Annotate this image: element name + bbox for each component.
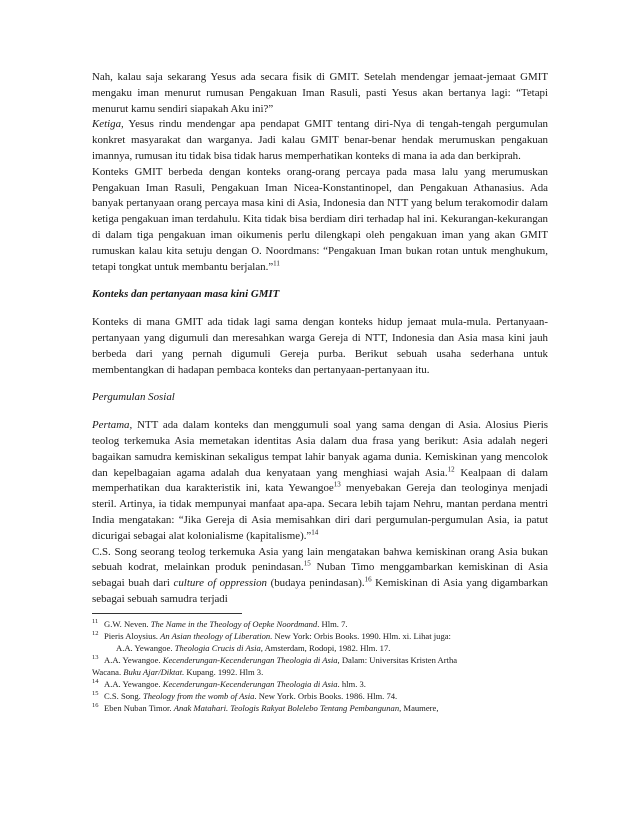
footnote-text: , Amsterdam, Rodopi, 1982. Hlm. 17. xyxy=(260,642,391,653)
paragraph-6-text-a: C.S. Song seorang teolog terkemuka Asia yang lain mengatakan bahwa kemiskinan orang Asia bukan sebuah kodrat, melainkan produk penindasan. xyxy=(92,545,548,574)
footnote-text: , Dalam: Universitas Kristen Artha xyxy=(337,654,458,665)
paragraph-6-italic: culture of oppression xyxy=(173,577,267,590)
footnote-ref-12[interactable]: 12 xyxy=(447,464,455,473)
footnote-15 xyxy=(92,690,548,702)
paragraph-1 xyxy=(92,70,548,117)
footnote-text: C.S. Song. xyxy=(104,690,143,701)
footnote-title: Theologia Crucis di Asia xyxy=(174,642,261,653)
footnote-13 xyxy=(92,654,548,666)
paragraph-5-lead: Pertama, xyxy=(92,419,133,432)
paragraph-2-lead: Ketiga, xyxy=(92,118,124,131)
footnote-title: Kecenderungan-Kecenderungan Theologia di Asia xyxy=(162,678,338,689)
paragraph-5-text-a: NTT ada dalam konteks dan menggumuli soal yang sama dengan di Asia. Alosius Pieris teolog terkemuka Asia memetakan identitas Asia dalam dua frasa yang berikut: Asia adalah negeri bagaikan samudra kemiskinan sekaligus tempat lahir banyak agama dunia. Kemiskinan yang mencolok dan kepelbagaian agama adalah dua kenyataan yang menghiasi wajah Asia. xyxy=(92,419,548,479)
paragraph-3-text: Konteks GMIT berbeda dengan konteks orang-orang percaya pada masa lalu yang merumuskan Pengakuan Iman Rasuli, Pengakuan Iman Nicea-Konstantinopel, dan Pengakuan Athanasius. Ada banyak pertanyaan orang percaya masa kini di Asia, Indonesia dan NTT yang belum terakomodir dalam ketiga pengakuan iman terdahulu. Kita tidak bisa berdiam diri terhadap hal ini. Kekurangan-kekurangan di dalam tiga pengakuan iman oikumenis perlu dilengkapi oleh pengakuan iman yang akan GMIT rumuskan kalau kita setuju dengan O. Noordmans: “Pengakuan Iman bukan rotan untuk menghukum, tetapi tongkat untuk membantu berjalan.” xyxy=(92,165,548,273)
paragraph-5-text-b: Kealpaan di dalam memperhatikan dua karakteristik ini, kata Yewangoe xyxy=(92,466,548,495)
paragraph-6-text-d: Kemiskinan di Asia yang digambarkan sebagai sebuah samudra terjadi xyxy=(92,577,548,605)
paragraph-4 xyxy=(92,315,548,378)
paragraph-6 xyxy=(92,545,548,608)
footnote-continuation xyxy=(104,642,548,654)
footnote-text: , Maumere, xyxy=(399,702,439,713)
footnote-text: A.A. Yewangoe. xyxy=(104,654,163,665)
page-body xyxy=(92,70,548,714)
footnote-title: Anak Matahari. Teologis Rakyat Bolelebo Tentang Pembangunan xyxy=(173,702,400,713)
paragraph-4-text: Konteks di mana GMIT ada tidak lagi sama dengan konteks hidup jemaat mula-mula. Pertanyaan-pertanyaan yang digumuli dan meresahkan warga Gereja di NTT, Indonesia dan Asia masa kini jauh berbeda dari yang pernah digumuli Gereja purba. Berikut sebuah usaha sederhana untuk membentangkan di hadapan pembaca konteks dan pertanyaan-pertanyaan itu. xyxy=(92,316,548,376)
footnote-title: An Asian theology of Liberation. xyxy=(160,630,273,641)
paragraph-5-text-c: menyebakan Gereja dan teologinya menjadi steril. Artinya, ia tidak mempunyai manfaat apa-apa. Secara lebih tajam Nehru, mantan perdana mentri India mengatakan: “Jika Gereja di Asia memisahkan diri dari pergumulan-pergumulan Asia, ia patut dicurigai sebagai alat kolonialisme (kapitalisme).” xyxy=(92,482,548,542)
footnote-ref-13[interactable]: 13 xyxy=(333,480,341,489)
footnote-text: . Hlm. 7. xyxy=(317,618,348,629)
footnote-ref-14[interactable]: 14 xyxy=(311,528,319,537)
footnote-number: 15 xyxy=(92,689,99,697)
footnote-ref-16[interactable]: 16 xyxy=(364,575,372,584)
footnote-text: . hlm. 3. xyxy=(337,678,366,689)
footnote-title: Theology from the womb of Asia xyxy=(142,690,255,701)
footnote-14 xyxy=(92,678,548,690)
footnote-text: A.A. Yewangoe. xyxy=(116,642,175,653)
footnote-separator xyxy=(92,613,242,614)
paragraph-1-text: Nah, kalau saja sekarang Yesus ada secara fisik di GMIT. Setelah mendengar jemaat-jemaat GMIT mengaku iman menurut rumusan Pengakuan Iman Rasuli, pasti Yesus akan bertanya lagi: “Tetapi menurut kamu sendiri siapakah Aku ini?” xyxy=(92,71,548,115)
paragraph-3 xyxy=(92,165,548,276)
footnote-13-continuation xyxy=(92,666,548,678)
footnote-number: 11 xyxy=(92,617,99,625)
footnote-12 xyxy=(92,630,548,654)
footnote-text: New York: Orbis Books. 1990. Hlm. xi. Lihat juga: xyxy=(272,630,451,641)
footnote-text: Wacana. xyxy=(92,666,124,677)
footnote-ref-15[interactable]: 15 xyxy=(303,559,311,568)
footnote-text: A.A. Yewangoe. xyxy=(104,678,163,689)
subsection-heading: Pergumulan Sosial xyxy=(92,391,175,404)
footnote-text: G.W. Neven. xyxy=(104,618,151,629)
footnote-title: Kecenderungan-Kecenderungan Theologia di Asia xyxy=(162,654,338,665)
paragraph-6-text-b: Nuban Timo menggambarkan kemiskinan di Asia sebagai buah dari xyxy=(92,561,548,590)
paragraph-2 xyxy=(92,117,548,164)
footnote-text: Eben Nuban Timor. xyxy=(104,702,174,713)
paragraph-2-text: Yesus rindu mendengar apa pendapat GMIT tentang diri-Nya di tengah-tengah pergumulan konkret masyarakat dan warganya. Jadi kalau GMIT benar-benar hendak merumuskan pengakuan imannya, rumusan itu tidak bisa tidak harus memperhatikan konteks di mana ia ada dan berkiprah. xyxy=(92,118,548,162)
footnote-title: The Name in the Theology of Oepke Noordmand xyxy=(150,618,318,629)
footnote-number: 14 xyxy=(92,677,99,685)
footnotes xyxy=(92,618,548,714)
footnote-16 xyxy=(92,702,548,714)
footnote-text: Kupang. 1992. Hlm 3. xyxy=(184,666,264,677)
footnote-ref-11[interactable]: 11 xyxy=(273,258,280,267)
footnote-text: . New York. Orbis Books. 1986. Hlm. 74. xyxy=(254,690,398,701)
footnote-11 xyxy=(92,618,548,630)
footnote-number: 16 xyxy=(92,701,99,709)
section-heading: Konteks dan pertanyaan masa kini GMIT xyxy=(92,288,280,301)
footnote-number: 13 xyxy=(92,653,99,661)
footnote-number: 12 xyxy=(92,629,99,637)
paragraph-5 xyxy=(92,418,548,544)
footnote-text: Pieris Aloysius. xyxy=(104,630,161,641)
paragraph-6-text-c: (budaya penindasan). xyxy=(267,577,365,590)
footnote-title: Buku Ajar/Diktat. xyxy=(123,666,185,677)
